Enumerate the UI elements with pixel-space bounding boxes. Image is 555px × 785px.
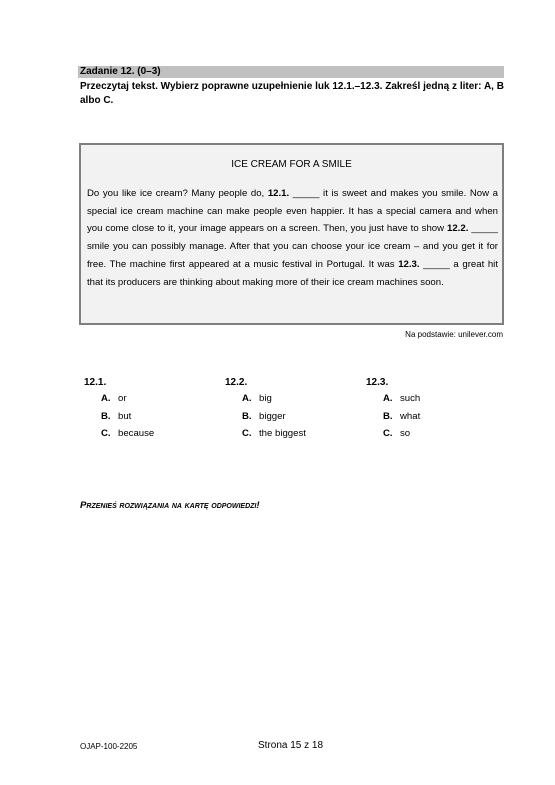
option-12-2-b[interactable] bbox=[225, 408, 345, 426]
text-body bbox=[87, 185, 498, 291]
option-text: or bbox=[118, 393, 127, 404]
text-title: ICE CREAM FOR A SMILE bbox=[231, 159, 352, 170]
task-header: Zadanie 12. (0–3) bbox=[78, 66, 504, 78]
reading-text-box bbox=[79, 143, 504, 325]
question-12-2 bbox=[225, 376, 345, 443]
option-12-2-c[interactable] bbox=[225, 425, 345, 443]
option-text: but bbox=[118, 410, 132, 422]
task-instruction: Przeczytaj tekst. Wybierz poprawne uzupełnienie luk 12.1.–12.3. Zakreśl jedną z liter: A, B albo C. bbox=[80, 81, 504, 106]
option-12-1-a[interactable] bbox=[84, 390, 204, 408]
option-letter: A. bbox=[242, 393, 252, 404]
option-12-1-b[interactable] bbox=[84, 408, 204, 426]
transfer-note: Przenieś rozwiązania na kartę odpowiedzi! bbox=[80, 500, 260, 511]
option-text: so bbox=[400, 428, 411, 439]
gap-number-12-2: 12.2. bbox=[447, 223, 469, 235]
option-letter: C. bbox=[383, 428, 393, 439]
gap-number-12-1: 12.1. bbox=[267, 188, 290, 199]
source-note: Na podstawie: unilever.com bbox=[405, 330, 503, 339]
text-segment: _____ smile you can possibly manage. After that you can choose your ice cream – and you get it for free. The machine first appeared at a music festival in Portugal. It was bbox=[87, 223, 498, 270]
option-letter: A. bbox=[383, 393, 393, 404]
option-12-3-b[interactable] bbox=[366, 408, 486, 426]
question-number: 12.1. bbox=[84, 377, 107, 388]
text-segment: _____ it is sweet and makes you smile. Now a special ice cream machine can make people even happier. It has a special camera and when you come close to it, your image appears on a screen. Then, you just have to show bbox=[87, 188, 498, 235]
option-12-2-a[interactable] bbox=[225, 390, 345, 408]
option-text: the biggest bbox=[259, 428, 306, 439]
option-text: big bbox=[259, 393, 272, 404]
option-letter: B. bbox=[383, 410, 393, 422]
exam-code: OJAP-100-2205 bbox=[80, 742, 138, 751]
gap-number-12-3: 12.3. bbox=[398, 258, 420, 270]
text-segment: _____ a great hit that its producers are thinking about making more of their ice cream machines soon. bbox=[87, 258, 498, 288]
option-12-3-c[interactable] bbox=[366, 425, 486, 443]
option-letter: B. bbox=[242, 410, 252, 422]
question-12-1 bbox=[84, 376, 204, 443]
text-segment: Do you like ice cream? Many people do, bbox=[87, 188, 268, 199]
option-letter: A. bbox=[101, 393, 111, 404]
question-12-3 bbox=[366, 376, 486, 443]
option-text: bigger bbox=[259, 410, 286, 422]
option-12-1-c[interactable] bbox=[84, 425, 204, 443]
option-letter: C. bbox=[101, 428, 111, 439]
option-12-3-a[interactable] bbox=[366, 390, 486, 408]
option-text: such bbox=[400, 393, 421, 404]
question-number: 12.2. bbox=[225, 377, 248, 388]
option-letter: C. bbox=[242, 428, 252, 439]
page-number: Strona 15 z 18 bbox=[258, 740, 324, 751]
option-letter: B. bbox=[101, 410, 111, 422]
option-text: because bbox=[118, 428, 155, 439]
question-number: 12.3. bbox=[366, 377, 389, 388]
option-text: what bbox=[400, 410, 421, 422]
